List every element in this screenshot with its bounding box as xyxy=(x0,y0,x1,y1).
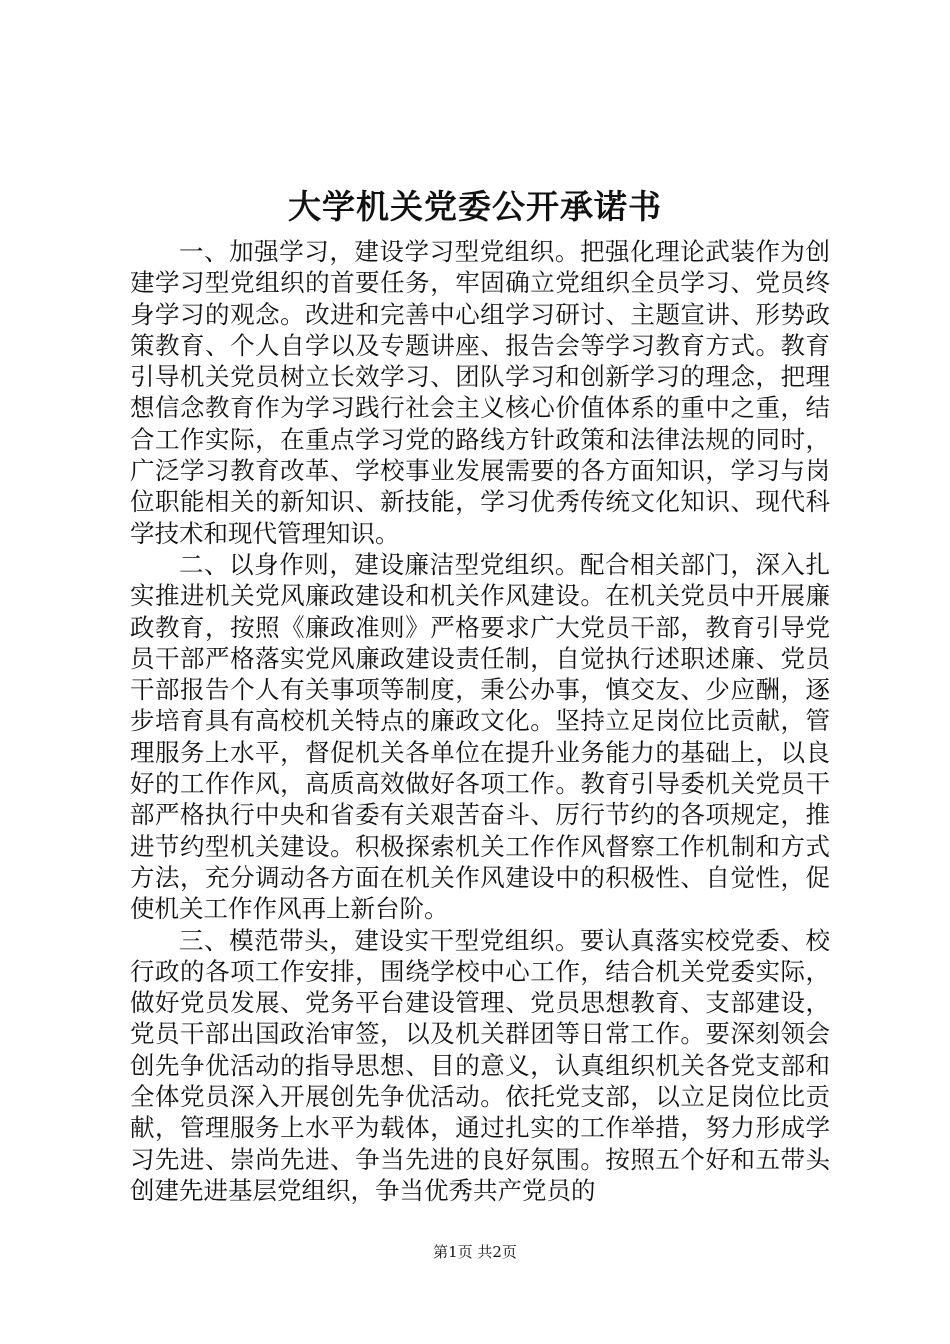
page-number-footer: 第1页 共2页 xyxy=(433,1243,517,1261)
document-title: 大学机关党委公开承诺书 xyxy=(288,187,662,226)
paragraph-2: 二、以身作则，建设廉洁型党组织。配合相关部门，深入扎实推进机关党风廉政建设和机关作风建设。在机关党员中开展廉政教育，按照《廉政准则》严格要求广大党员干部，教育引导党员干部严格落实党风廉政建设责任制，自觉执行述职述廉、党员干部报告个人有关事项等制度，秉公办事，慎交友、少应酬，逐步培育具有高校机关特点的廉政文化。坚持立足岗位比贡献，管理服务上水平，督促机关各单位在提升业务能力的基础上，以良好的工作作风，高质高效做好各项工作。教育引导委机关党员干部严格执行中央和省委有关艰苦奋斗、厉行节约的各项规定，推进节约型机关建设。积极探索机关工作作风督察工作机制和方式方法，充分调动各方面在机关作风建设中的积极性、自觉性，促使机关工作作风再上新台阶。 xyxy=(130,549,830,924)
paragraph-1: 一、加强学习，建设学习型党组织。把强化理论武装作为创建学习型党组织的首要任务，牢固确立党组织全员学习、党员终身学习的观念。改进和完善中心组学习研讨、主题宣讲、形势政策教育、个人自学以及专题讲座、报告会等学习教育方式。教育引导机关党员树立长效学习、团队学习和创新学习的理念，把理想信念教育作为学习践行社会主义核心价值体系的重中之重，结合工作实际，在重点学习党的路线方针政策和法律法规的同时，广泛学习教育改革、学校事业发展需要的各方面知识，学习与岗位职能相关的新知识、新技能，学习优秀传统文化知识、现代科学技术和现代管理知识。 xyxy=(130,237,830,548)
document-body xyxy=(130,236,830,1206)
paragraph-3: 三、模范带头，建设实干型党组织。要认真落实校党委、校行政的各项工作安排，围绕学校中心工作，结合机关党委实际，做好党员发展、党务平台建设管理、党员思想教育、支部建设，党员干部出国政治审签，以及机关群团等日常工作。要深刻领会创先争优活动的指导思想、目的意义，认真组织机关各党支部和全体党员深入开展创先争优活动。依托党支部，以立足岗位比贡献，管理服务上水平为载体，通过扎实的工作举措，努力形成学习先进、崇尚先进、争当先进的良好氛围。按照五个好和五带头创建先进基层党组织，争当优秀共产党员的 xyxy=(130,925,830,1205)
